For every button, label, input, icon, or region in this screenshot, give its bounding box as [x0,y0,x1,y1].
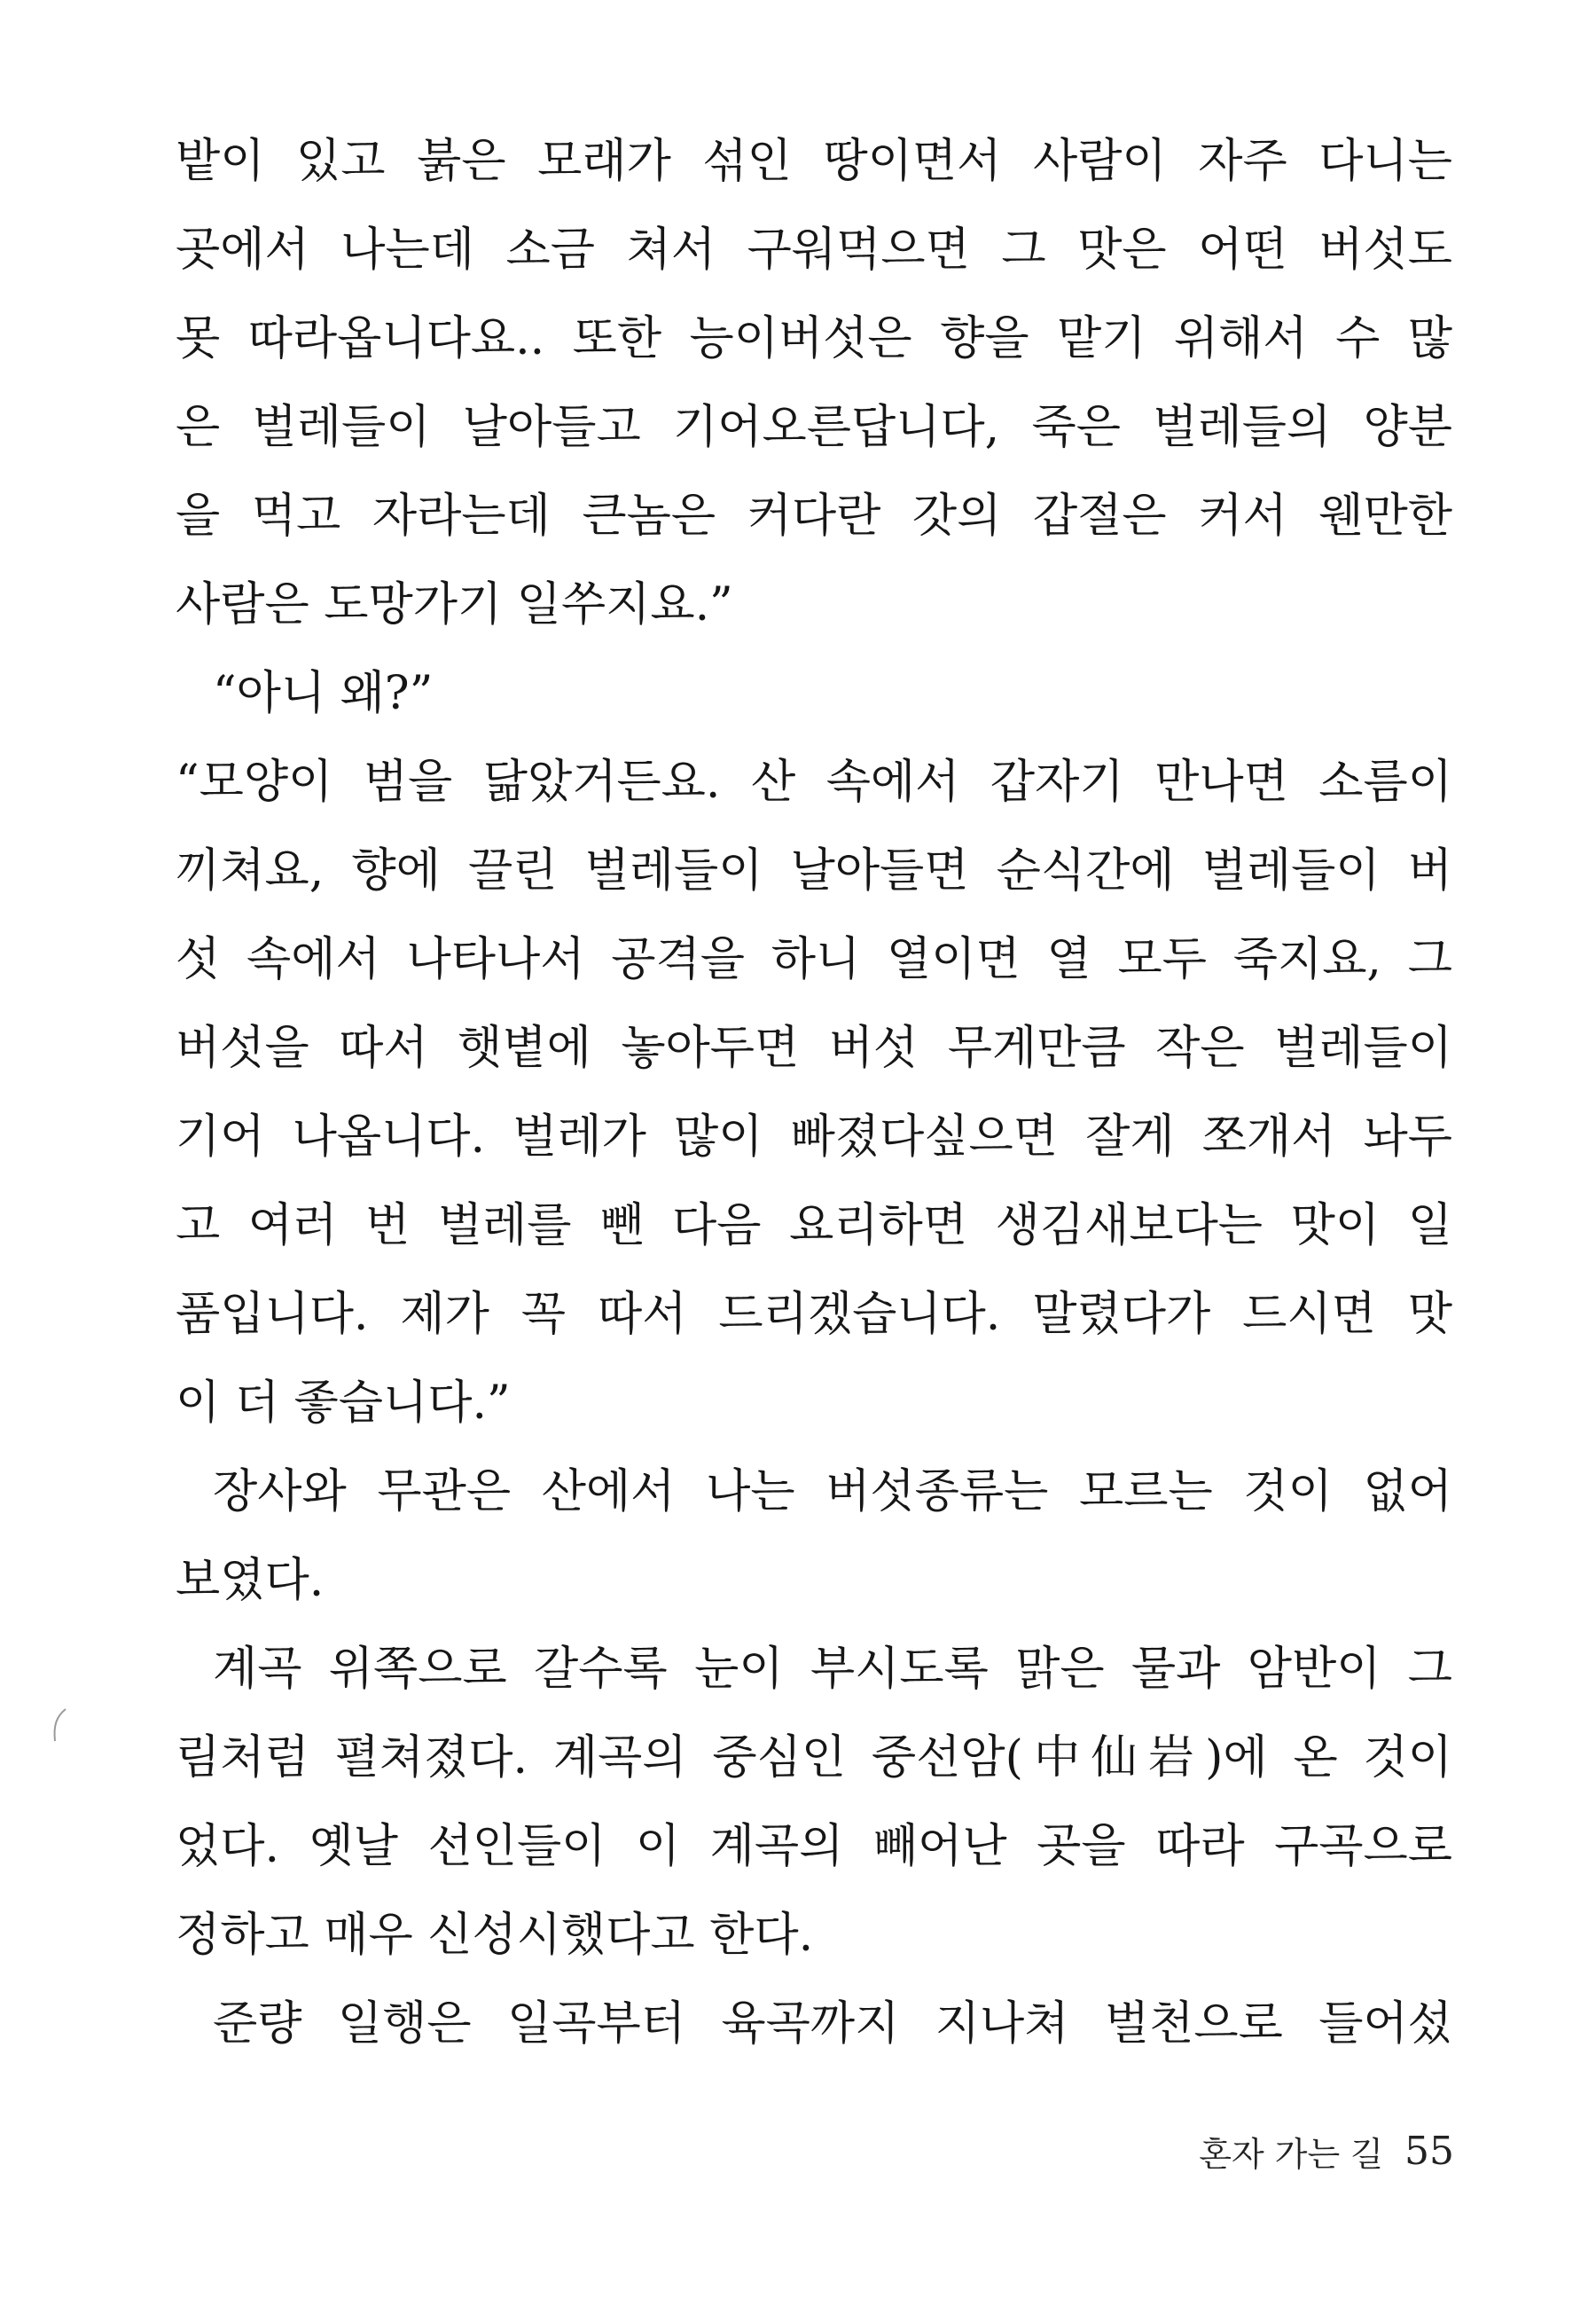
text-line: 보였다. [176,1554,325,1607]
text-line: 곳에서 나는데 소금 쳐서 구워먹으면 그 맛은 어떤 버섯도 [176,224,1452,277]
text-line: 품입니다. 제가 꼭 따서 드리겠습니다. 말렸다가 드시면 맛 [176,1288,1452,1341]
text-line: 림처럼 펼쳐졌다. 계곡의 중심인 중선암(中仙岩)에 온 것이 [176,1731,1452,1784]
text-line: 이 더 좋습니다.” [176,1377,511,1430]
text-line: 밭이 있고 붉은 모래가 섞인 땅이면서 사람이 자주 다니는 [176,135,1452,188]
text-line: 을 먹고 자라는데 큰놈은 커다란 갓의 갑절은 커서 웬만한 [176,490,1452,543]
stray-pen-mark [50,1707,69,1743]
text-line: 섯 속에서 나타나서 공격을 하니 열이면 열 모두 죽지요, 그 [176,933,1452,986]
text-line: 버섯을 따서 햇볕에 놓아두면 버섯 무게만큼 작은 벌레들이 [176,1022,1452,1075]
text-line: 기어 나옵니다. 벌레가 많이 빠졌다싶으면 잘게 쪼개서 놔두 [176,1110,1452,1164]
text-line: 고 여러 번 벌레를 뺀 다음 요리하면 생김새보다는 맛이 일 [176,1199,1452,1252]
text-line: 정하고 매우 신성시했다고 한다. [176,1909,814,1962]
paragraph-start: 장사와 무관은 산에서 나는 버섯종류는 모르는 것이 없어 [213,1465,1452,1518]
text-line: 못 따라옵니다요.. 또한 능이버섯은 향을 맡기 위해서 수 많 [176,312,1452,365]
paragraph-start: 준량 일행은 일곡부터 육곡까지 지나쳐 벌천으로 들어섰 [213,1997,1452,2051]
text-line: 은 벌레들이 날아들고 기어오른답니다, 죽은 벌레들의 양분 [176,401,1452,454]
page-footer [1170,2120,1454,2182]
text-line: 었다. 옛날 선인들이 이 계곡의 빼어난 곳을 따라 구곡으로 [176,1820,1452,1873]
paragraph-start: 계곡 위쪽으로 갈수록 눈이 부시도록 맑은 물과 암반이 그 [213,1643,1452,1696]
running-title: 혼자 가는 길 [1199,2134,1383,2174]
body-text [176,117,1452,2068]
dialogue-line: “아니 왜?” [213,667,434,720]
text-line: 끼쳐요, 향에 끌린 벌레들이 날아들면 순식간에 벌레들이 버 [176,844,1452,898]
page-number: 55 [1404,2128,1454,2174]
text-line: 사람은 도망가기 일쑤지요.” [176,578,733,631]
dialogue-line: “모양이 범을 닮았거든요. 산 속에서 갑자기 만나면 소름이 [176,756,1452,809]
